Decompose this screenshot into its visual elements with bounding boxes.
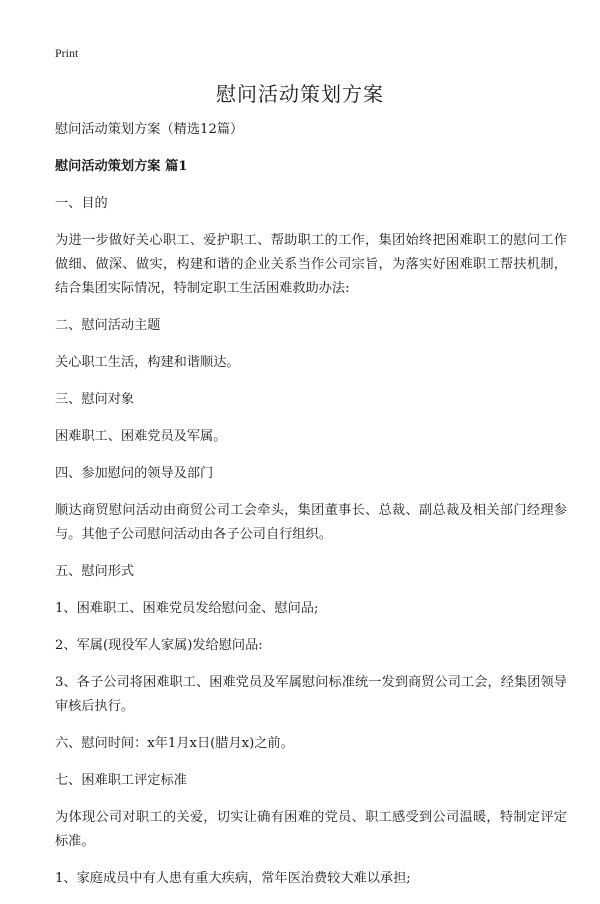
document-subtitle: 慰问活动策划方案（精选12篇） bbox=[55, 122, 244, 137]
heading-criteria: 七、困难职工评定标准 bbox=[55, 773, 187, 788]
paragraph-time: 六、慰问时间：x年1月x日(腊月x)之前。 bbox=[55, 736, 294, 751]
paragraph-purpose: 为进一步做好关心职工、爱护职工、帮助职工的工作，集团始终把困难职工的慰问工作做细、做深、做实，构建和谐的企业关系当作公司宗旨，为落实好困难职工帮扶机制，结合集团实际情况，特制定职工生活困难救助办法: bbox=[55, 233, 567, 296]
heading-targets: 三、慰问对象 bbox=[55, 392, 135, 407]
section-heading: 慰问活动策划方案 篇1 bbox=[55, 159, 188, 174]
print-link[interactable]: Print bbox=[55, 46, 79, 60]
paragraph-leaders: 顺达商贸慰问活动由商贸公司工会牵头，集团董事长、总裁、副总裁及相关部门经理参与。其他子公司慰问活动由各子公司自行组织。 bbox=[55, 503, 567, 542]
paragraph-criteria: 为体现公司对职工的关爱，切实让确有困难的党员、职工感受到公司温暖，特制定评定标准。 bbox=[55, 810, 567, 849]
document-body bbox=[55, 118, 567, 904]
heading-purpose: 一、目的 bbox=[55, 196, 108, 211]
paragraph-theme: 关心职工生活，构建和谐顺达。 bbox=[55, 355, 240, 370]
list-item-form-1: 1、困难职工、困难党员发给慰问金、慰问品; bbox=[55, 601, 319, 616]
paragraph-targets: 困难职工、困难党员及军属。 bbox=[55, 429, 227, 444]
list-item-form-3: 3、各子公司将困难职工、困难党员及军属慰问标准统一发到商贸公司工会，经集团领导审核后执行。 bbox=[55, 675, 567, 714]
list-item-criteria-1: 1、家庭成员中有人患有重大疾病，常年医治费较大难以承担; bbox=[55, 871, 411, 886]
heading-form: 五、慰问形式 bbox=[55, 564, 135, 579]
list-item-form-2: 2、军属(现役军人家属)发给慰问品: bbox=[55, 638, 263, 653]
heading-leaders: 四、参加慰问的领导及部门 bbox=[55, 466, 214, 481]
heading-theme: 二、慰问活动主题 bbox=[55, 318, 161, 333]
document-title: 慰问活动策划方案 bbox=[216, 82, 384, 106]
